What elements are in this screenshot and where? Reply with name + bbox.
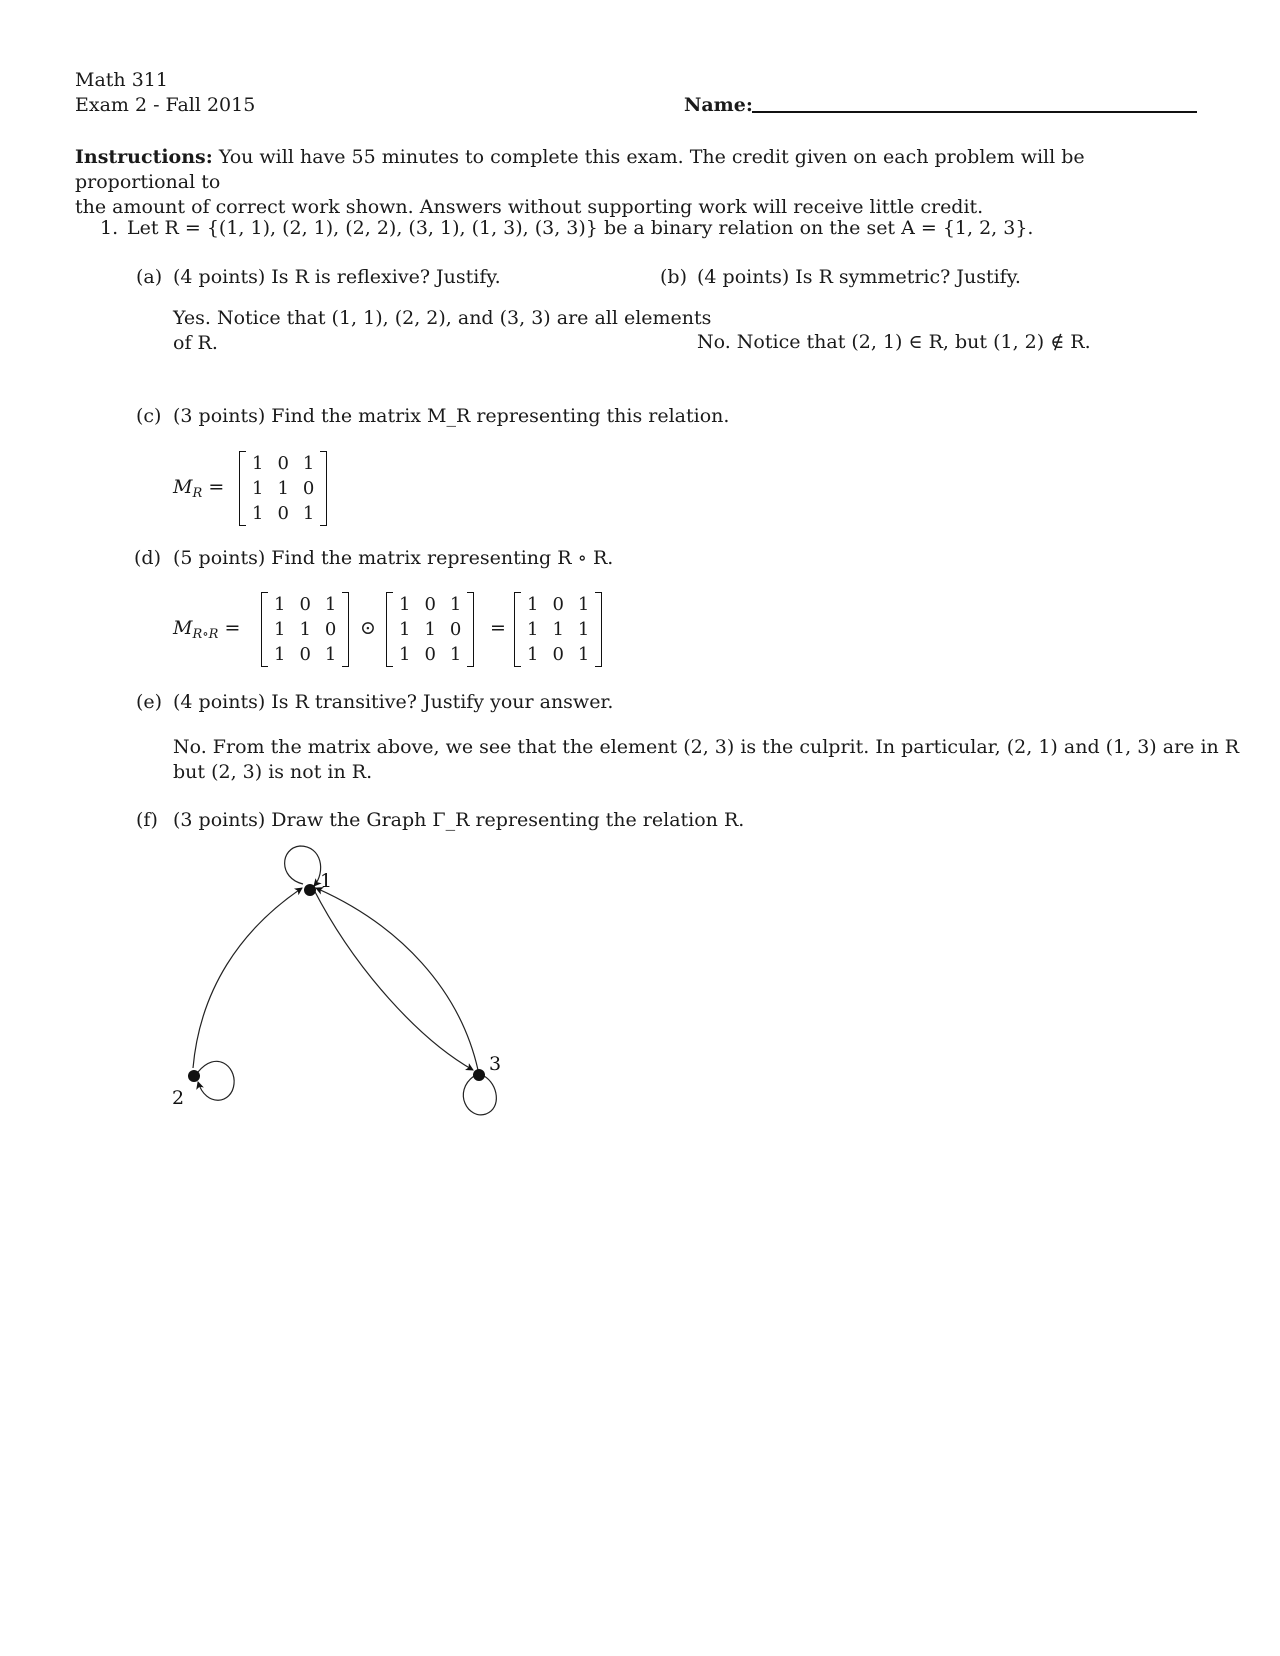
part-e-answer-line2: but (2, 3) is not in R.	[173, 761, 373, 783]
matrix-cell: 0	[449, 619, 462, 640]
matrix-cell: 1	[449, 644, 462, 665]
equals-sign: =	[208, 476, 225, 498]
matrix-cell: 1	[399, 644, 411, 665]
instructions-label: Instructions:	[75, 146, 213, 168]
matrix-cell: 0	[552, 594, 564, 615]
matrix-cell: 0	[277, 503, 289, 524]
equals-sign-2: =	[490, 617, 506, 639]
matrix-cell: 0	[299, 594, 311, 615]
part-e-answer-line1: No. From the matrix above, we see that the element (2, 3) is the culprit. In particular, (2, 1) and (1, 3) are in R	[173, 736, 1240, 758]
matrix-cell: 1	[252, 478, 264, 499]
part-b-question: (4 points) Is R symmetric? Justify.	[697, 266, 1021, 288]
matrix-cell: 1	[274, 594, 286, 615]
matrix-cell: 1	[399, 594, 411, 615]
matrix-cell: 0	[424, 644, 436, 665]
matrix-cell: 0	[277, 453, 289, 474]
matrix-name: M	[173, 476, 193, 498]
node-1-label: 1	[320, 870, 333, 892]
edge-1-to-1	[285, 846, 321, 886]
part-f-label: (f)	[136, 809, 158, 831]
part-e-question: (4 points) Is R transitive? Justify your answer.	[173, 691, 614, 713]
edge-2-to-2	[198, 1061, 234, 1100]
matrix-cell: 1	[299, 619, 311, 640]
matrix-subscript: R	[192, 486, 203, 501]
matrix-cell: 1	[424, 619, 436, 640]
matrix-cell: 1	[527, 644, 539, 665]
matrix-cell: 1	[527, 619, 539, 640]
part-e-label: (e)	[136, 691, 163, 713]
matrix-cell: 1	[324, 594, 337, 615]
edge-2-to-1	[193, 888, 302, 1068]
part-d-label: (d)	[134, 547, 161, 569]
matrix-cell: 1	[399, 619, 411, 640]
equals-sign: =	[224, 617, 241, 639]
matrix-cell: 1	[577, 619, 590, 640]
edge-1-to-3	[313, 888, 473, 1070]
edge-3-to-3	[463, 1076, 496, 1115]
matrix-cell: 0	[552, 644, 564, 665]
matrix-cell: 1	[577, 644, 590, 665]
instructions-line1: You will have 55 minutes to complete this exam. The credit given on each problem will be proportional to	[75, 146, 1085, 193]
node-3-label: 3	[489, 1053, 502, 1075]
matrix-cell: 1	[274, 644, 286, 665]
matrix-cell: 1	[324, 644, 337, 665]
part-b-answer: No. Notice that (2, 1) ∈ R, but (1, 2) ∉ R.	[697, 331, 1091, 353]
part-c-question: (3 points) Find the matrix M_R representing this relation.	[173, 405, 730, 427]
part-d-question: (5 points) Find the matrix representing R ∘ R.	[173, 547, 614, 569]
matrix-subscript: R∘R	[192, 627, 219, 642]
part-a-question: (4 points) Is R is reflexive? Justify.	[173, 266, 501, 288]
exam-title: Exam 2 - Fall 2015	[75, 94, 256, 116]
instructions-line2: the amount of correct work shown. Answers without supporting work will receive little credit.	[75, 196, 984, 218]
node-3	[473, 1069, 485, 1081]
matrix-cell: 1	[277, 478, 289, 499]
matrix-cell: 0	[302, 478, 315, 499]
matrix-cell: 1	[252, 503, 264, 524]
matrix-name: M	[173, 617, 193, 639]
edge-3-to-1	[316, 888, 478, 1070]
part-c-label: (c)	[136, 405, 162, 427]
name-label: Name:	[684, 94, 753, 116]
matrix-cell: 1	[302, 453, 315, 474]
matrix-cell: 1	[302, 503, 315, 524]
matrix-cell: 0	[424, 594, 436, 615]
problem-1-number: 1.	[100, 217, 119, 239]
node-2-label: 2	[172, 1087, 185, 1109]
matrix-cell: 0	[324, 619, 337, 640]
boolean-product-operator: ⊙	[360, 617, 376, 639]
matrix-cell: 1	[274, 619, 286, 640]
course-title: Math 311	[75, 69, 168, 91]
part-a-label: (a)	[136, 266, 163, 288]
matrix-cell: 0	[299, 644, 311, 665]
matrix-cell: 1	[252, 453, 264, 474]
part-f-question: (3 points) Draw the Graph Γ_R representing the relation R.	[173, 809, 745, 831]
node-2	[188, 1070, 200, 1082]
matrix-cell: 1	[577, 594, 590, 615]
node-1	[304, 884, 316, 896]
part-a-answer-line2: of R.	[173, 332, 218, 354]
matrix-cell: 1	[449, 594, 462, 615]
part-a-answer-line1: Yes. Notice that (1, 1), (2, 2), and (3, 3) are all elements	[173, 307, 712, 329]
matrix-cell: 1	[527, 594, 539, 615]
part-b-label: (b)	[660, 266, 687, 288]
problem-1-statement: Let R = {(1, 1), (2, 1), (2, 2), (3, 1), (1, 3), (3, 3)} be a binary relation on the set A = {1, 2, 3}.	[127, 217, 1034, 239]
matrix-cell: 1	[552, 619, 564, 640]
